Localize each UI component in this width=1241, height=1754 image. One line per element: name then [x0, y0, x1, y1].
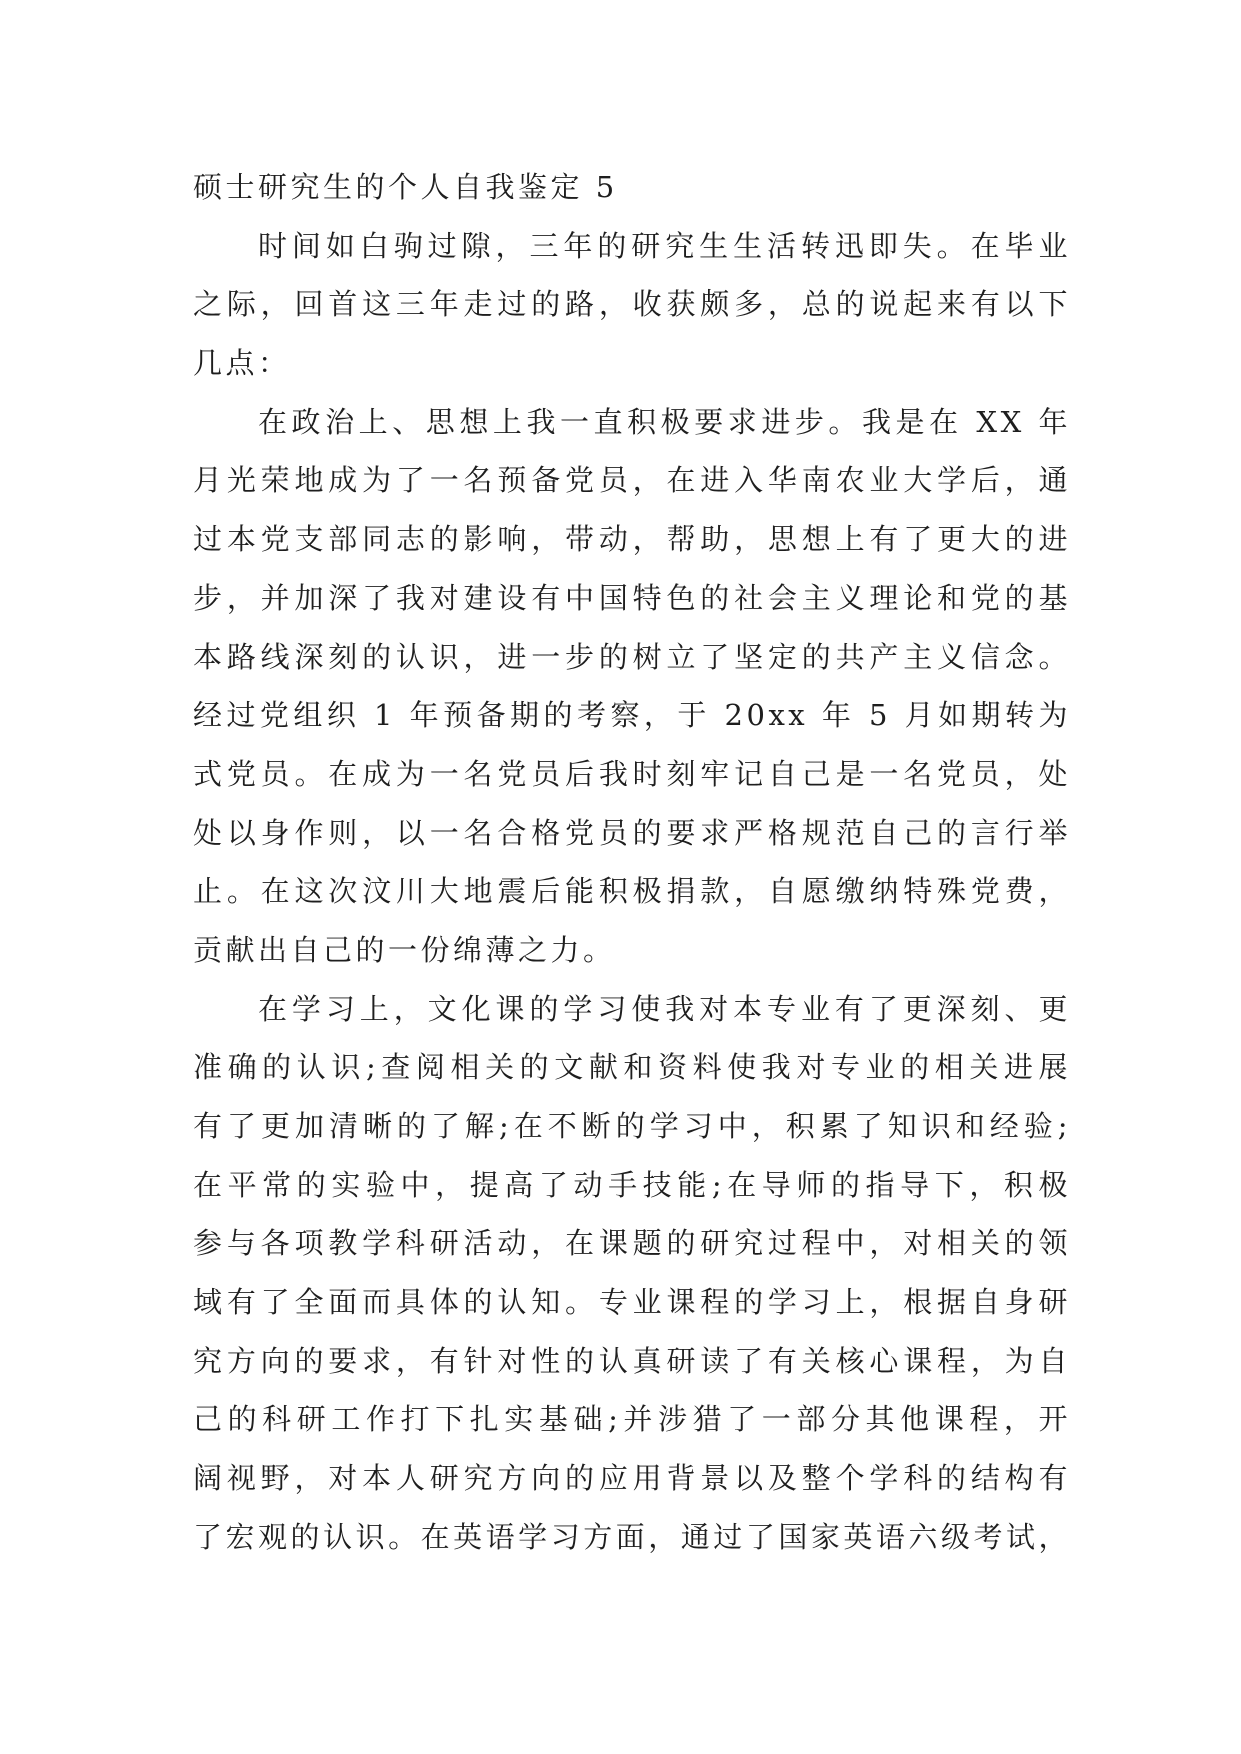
- paragraph-line: 究方向的要求，有针对性的认真研读了有关核心课程，为自: [193, 1343, 1071, 1378]
- paragraph-line: 贡献出自己的一份绵薄之力。: [193, 932, 616, 967]
- paragraph-line: 之际，回首这三年走过的路，收获颇多，总的说起来有以下: [193, 287, 1071, 322]
- paragraph-line: 处以身作则，以一名合格党员的要求严格规范自己的言行举: [193, 815, 1071, 850]
- paragraph-line: 止。在这次汶川大地震后能积极捐款，自愿缴纳特殊党费，: [193, 874, 1071, 909]
- paragraph-line: 了宏观的认识。在英语学习方面，通过了国家英语六级考试，: [193, 1519, 1071, 1554]
- paragraph-line: 参与各项教学科研活动，在课题的研究过程中，对相关的领: [193, 1226, 1071, 1261]
- paragraph-line: 过本党支部同志的影响，带动，帮助，思想上有了更大的进: [193, 522, 1071, 557]
- paragraph-line: 本路线深刻的认识，进一步的树立了坚定的共产主义信念。: [193, 639, 1071, 674]
- paragraph-line: 在学习上，文化课的学习使我对本专业有了更深刻、更: [258, 991, 1071, 1026]
- paragraph-line: 准确的认识;查阅相关的文献和资料使我对专业的相关进展: [193, 1050, 1071, 1085]
- document-body: [193, 158, 1071, 1567]
- paragraph-2: [193, 393, 1071, 980]
- paragraph-line: 在政治上、思想上我一直积极要求进步。我是在 XX 年: [258, 404, 1071, 439]
- paragraph-line: 域有了全面而具体的认知。专业课程的学习上，根据自身研: [193, 1285, 1071, 1320]
- paragraph-3: [193, 980, 1071, 1567]
- paragraph-line: 几点：: [193, 346, 291, 381]
- paragraph-line: 有了更加清晰的了解;在不断的学习中，积累了知识和经验;: [193, 1109, 1071, 1143]
- paragraph-line: 经过党组织 1 年预备期的考察，于 20xx 年 5 月如期转为: [193, 698, 1071, 733]
- paragraph-line: 己的科研工作打下扎实基础;并涉猎了一部分其他课程，开: [193, 1402, 1071, 1437]
- paragraph-line: 式党员。在成为一名党员后我时刻牢记自己是一名党员，处: [193, 756, 1071, 791]
- document-title: 硕士研究生的个人自我鉴定 5: [193, 170, 618, 204]
- paragraph-line: 阔视野，对本人研究方向的应用背景以及整个学科的结构有: [193, 1461, 1071, 1496]
- paragraph-1: [193, 217, 1071, 393]
- paragraph-line: 月光荣地成为了一名预备党员，在进入华南农业大学后，通: [193, 463, 1071, 498]
- paragraph-line: 时间如白驹过隙，三年的研究生生活转迅即失。在毕业: [258, 228, 1071, 263]
- paragraph-line: 步，并加深了我对建设有中国特色的社会主义理论和党的基: [193, 580, 1071, 615]
- paragraph-line: 在平常的实验中，提高了动手技能;在导师的指导下，积极: [193, 1167, 1071, 1202]
